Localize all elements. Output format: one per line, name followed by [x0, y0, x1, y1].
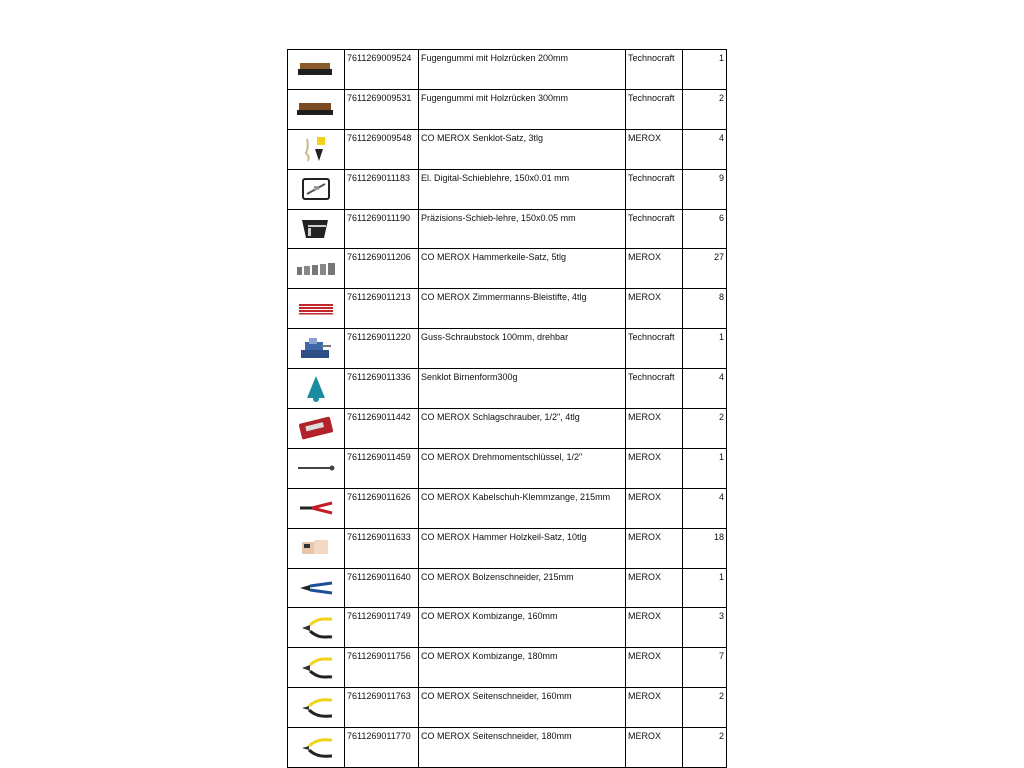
- brand-cell: MEROX: [626, 289, 683, 329]
- brand-cell: MEROX: [626, 688, 683, 728]
- ean-cell: 7611269011770: [345, 728, 419, 768]
- hammer-wedges-icon: [288, 262, 344, 276]
- brand-cell: MEROX: [626, 728, 683, 768]
- brand-cell: MEROX: [626, 409, 683, 449]
- product-table-body: [288, 50, 727, 768]
- product-image-cell: [288, 169, 345, 209]
- table-row: [288, 169, 727, 209]
- quantity-cell: 2: [683, 89, 727, 129]
- description-cell: Fugengummi mit Holzrücken 200mm: [419, 50, 626, 90]
- ean-cell: 7611269009531: [345, 89, 419, 129]
- quantity-cell: 8: [683, 289, 727, 329]
- product-image-cell: [288, 329, 345, 369]
- brand-cell: MEROX: [626, 249, 683, 289]
- description-cell: CO MEROX Senklot-Satz, 3tlg: [419, 129, 626, 169]
- description-cell: CO MEROX Zimmermanns-Bleistifte, 4tlg: [419, 289, 626, 329]
- quantity-cell: 1: [683, 448, 727, 488]
- quantity-cell: 3: [683, 608, 727, 648]
- ean-cell: 7611269011190: [345, 209, 419, 249]
- ean-cell: 7611269011442: [345, 409, 419, 449]
- description-cell: El. Digital-Schieblehre, 150x0.01 mm: [419, 169, 626, 209]
- brand-cell: MEROX: [626, 129, 683, 169]
- quantity-cell: 2: [683, 728, 727, 768]
- carpenter-pencils-icon: [288, 303, 344, 315]
- quantity-cell: 2: [683, 409, 727, 449]
- ean-cell: 7611269011213: [345, 289, 419, 329]
- product-image-cell: [288, 50, 345, 90]
- combination-pliers-icon: [288, 656, 344, 680]
- quantity-cell: 1: [683, 50, 727, 90]
- bolt-cutter-icon: [288, 581, 344, 595]
- table-row: [288, 568, 727, 608]
- side-cutters-icon: [288, 736, 344, 760]
- ean-cell: 7611269011763: [345, 688, 419, 728]
- product-image-cell: [288, 448, 345, 488]
- product-image-cell: [288, 369, 345, 409]
- brand-cell: MEROX: [626, 488, 683, 528]
- product-image-cell: [288, 688, 345, 728]
- crimping-pliers-icon: [288, 500, 344, 516]
- ean-cell: 7611269011459: [345, 448, 419, 488]
- product-image-cell: [288, 488, 345, 528]
- plumb-bob-icon: [288, 374, 344, 404]
- side-cutters-icon: [288, 696, 344, 720]
- ean-cell: 7611269011756: [345, 648, 419, 688]
- product-image-cell: [288, 289, 345, 329]
- description-cell: CO MEROX Kombizange, 180mm: [419, 648, 626, 688]
- quantity-cell: 1: [683, 329, 727, 369]
- description-cell: Guss-Schraubstock 100mm, drehbar: [419, 329, 626, 369]
- description-cell: CO MEROX Drehmomentschlüssel, 1/2": [419, 448, 626, 488]
- description-cell: CO MEROX Schlagschrauber, 1/2", 4tlg: [419, 409, 626, 449]
- product-image-cell: [288, 608, 345, 648]
- table-row: [288, 249, 727, 289]
- ean-cell: 7611269011336: [345, 369, 419, 409]
- precision-caliper-icon: [288, 216, 344, 242]
- ean-cell: 7611269009548: [345, 129, 419, 169]
- ean-cell: 7611269011220: [345, 329, 419, 369]
- description-cell: CO MEROX Bolzenschneider, 215mm: [419, 568, 626, 608]
- digital-caliper-icon: [288, 176, 344, 202]
- brand-cell: MEROX: [626, 648, 683, 688]
- ean-cell: 7611269011626: [345, 488, 419, 528]
- product-image-cell: [288, 728, 345, 768]
- brand-cell: MEROX: [626, 448, 683, 488]
- brand-cell: Technocraft: [626, 369, 683, 409]
- bench-vise-icon: [288, 336, 344, 362]
- table-row: [288, 50, 727, 90]
- description-cell: CO MEROX Seitenschneider, 160mm: [419, 688, 626, 728]
- description-cell: CO MEROX Kabelschuh-Klemmzange, 215mm: [419, 488, 626, 528]
- ean-cell: 7611269009524: [345, 50, 419, 90]
- impact-driver-set-icon: [288, 416, 344, 440]
- torque-wrench-icon: [288, 464, 344, 472]
- table-row: [288, 129, 727, 169]
- quantity-cell: 6: [683, 209, 727, 249]
- table-row: [288, 329, 727, 369]
- product-image-cell: [288, 249, 345, 289]
- table-row: [288, 448, 727, 488]
- description-cell: Senklot Birnenform300g: [419, 369, 626, 409]
- table-row: [288, 89, 727, 129]
- table-row: [288, 488, 727, 528]
- product-image-cell: [288, 568, 345, 608]
- quantity-cell: 1: [683, 568, 727, 608]
- table-row: [288, 289, 727, 329]
- brand-cell: MEROX: [626, 528, 683, 568]
- table-row: [288, 608, 727, 648]
- product-image-cell: [288, 129, 345, 169]
- quantity-cell: 18: [683, 528, 727, 568]
- table-row: [288, 528, 727, 568]
- quantity-cell: 4: [683, 369, 727, 409]
- table-row: [288, 648, 727, 688]
- brand-cell: MEROX: [626, 608, 683, 648]
- wood-wedges-icon: [288, 536, 344, 560]
- ean-cell: 7611269011640: [345, 568, 419, 608]
- description-cell: CO MEROX Hammer Holzkeil-Satz, 10tlg: [419, 528, 626, 568]
- ean-cell: 7611269011633: [345, 528, 419, 568]
- rubber-float-300-icon: [288, 101, 344, 117]
- quantity-cell: 7: [683, 648, 727, 688]
- table-row: [288, 209, 727, 249]
- description-cell: Fugengummi mit Holzrücken 300mm: [419, 89, 626, 129]
- table-row: [288, 688, 727, 728]
- quantity-cell: 4: [683, 488, 727, 528]
- description-cell: CO MEROX Hammerkeile-Satz, 5tlg: [419, 249, 626, 289]
- combination-pliers-icon: [288, 616, 344, 640]
- quantity-cell: 27: [683, 249, 727, 289]
- table-row: [288, 409, 727, 449]
- quantity-cell: 9: [683, 169, 727, 209]
- ean-cell: 7611269011206: [345, 249, 419, 289]
- brand-cell: Technocraft: [626, 209, 683, 249]
- brand-cell: Technocraft: [626, 89, 683, 129]
- table-row: [288, 728, 727, 768]
- ean-cell: 7611269011749: [345, 608, 419, 648]
- product-image-cell: [288, 89, 345, 129]
- quantity-cell: 4: [683, 129, 727, 169]
- product-table: [287, 49, 727, 768]
- product-image-cell: [288, 648, 345, 688]
- rubber-float-200-icon: [288, 61, 344, 77]
- brand-cell: Technocraft: [626, 50, 683, 90]
- brand-cell: MEROX: [626, 568, 683, 608]
- brand-cell: Technocraft: [626, 169, 683, 209]
- description-cell: CO MEROX Seitenschneider, 180mm: [419, 728, 626, 768]
- brand-cell: Technocraft: [626, 329, 683, 369]
- quantity-cell: 2: [683, 688, 727, 728]
- description-cell: Präzisions-Schieb-lehre, 150x0.05 mm: [419, 209, 626, 249]
- description-cell: CO MEROX Kombizange, 160mm: [419, 608, 626, 648]
- ean-cell: 7611269011183: [345, 169, 419, 209]
- product-image-cell: [288, 528, 345, 568]
- plumb-bob-set-icon: [288, 135, 344, 163]
- product-image-cell: [288, 209, 345, 249]
- table-row: [288, 369, 727, 409]
- product-image-cell: [288, 409, 345, 449]
